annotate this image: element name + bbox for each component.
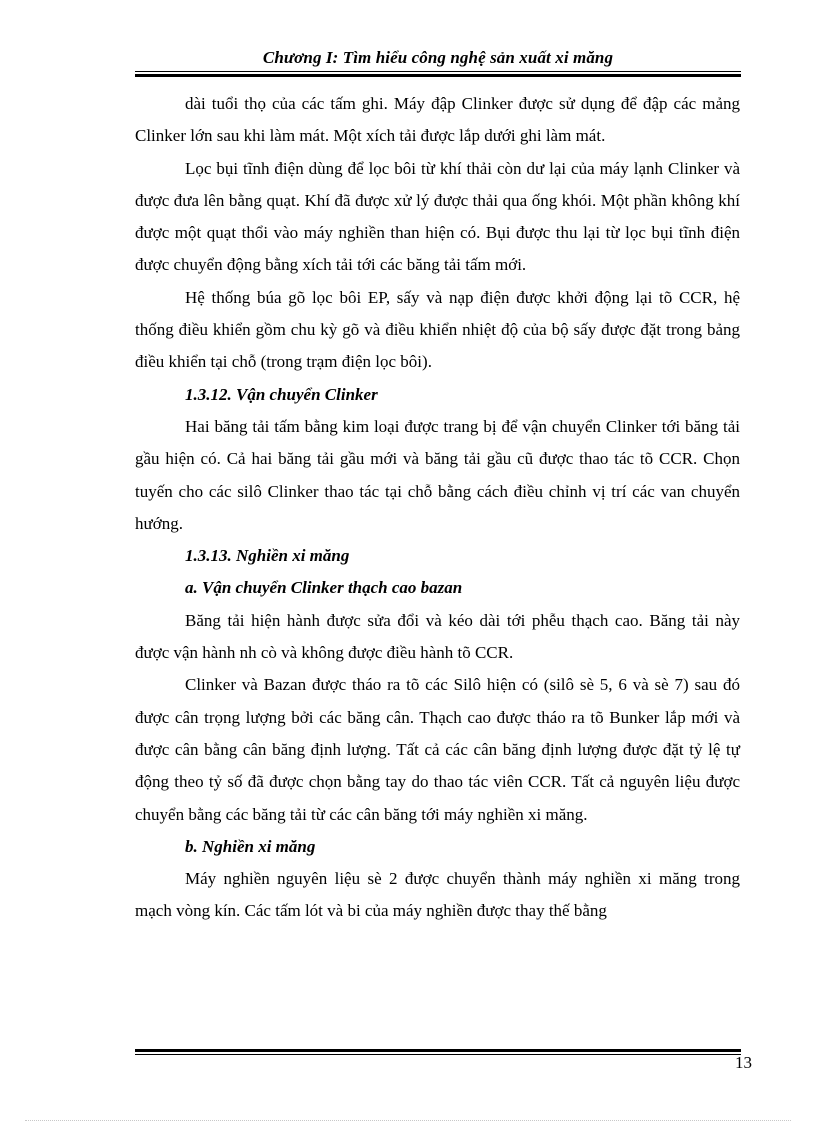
section-heading: 1.3.13. Nghiền xi măng xyxy=(185,546,350,566)
body-text xyxy=(135,88,740,928)
section-heading: 1.3.12. Vận chuyển Clinker xyxy=(185,384,378,404)
paragraph: Lọc bụi tĩnh điện dùng để lọc bôi từ khí thải còn dư lại của máy lạnh Clinker và được đưa lên bằng quạt. Khí đã được xử lý được thải qua ống khói. Một phần không khí được một quạt thổi vào máy nghiền than hiện có. Bụi được thu lại từ lọc bụi tĩnh điện được chuyển động bằng xích tải tới các băng tải tấm mới. xyxy=(135,158,740,275)
paragraph: dài tuổi thọ của các tấm ghi. Máy đập Clinker được sử dụng để đập các mảng Clinker lớn sau khi làm mát. Một xích tải được lắp dưới ghi làm mát. xyxy=(135,94,740,146)
header-rule-thick xyxy=(135,74,741,77)
paragraph: Băng tải hiện hành được sửa đổi và kéo dài tới phễu thạch cao. Băng tải này được vận hành nh cò và không được điều hành tõ CCR. xyxy=(135,610,740,663)
paragraph: Hai băng tải tấm bằng kim loại được trang bị để vận chuyển Clinker tới băng tải gầu hiện có. Cả hai băng tải gầu mới và băng tải gầu cũ được thao tác tõ CCR. Chọn tuyến cho các silô Clinker thao tác tại chỗ bằng cách điều chỉnh vị trí các van chuyển hướng. xyxy=(135,416,740,533)
footer-rule-thick xyxy=(135,1049,741,1052)
subsection-heading: a. Vận chuyển Clinker thạch cao bazan xyxy=(185,578,463,598)
paragraph: Hệ thống búa gõ lọc bôi EP, sấy và nạp điện được khởi động lại tõ CCR, hệ thống điều khiển gồm chu kỳ gõ và điều khiển nhiệt độ của bộ sấy được đặt trong bảng điều khiển tại chỗ (trong trạm điện lọc bôi). xyxy=(135,287,740,372)
footer-rule-thin xyxy=(135,1054,741,1055)
chapter-header-title: Chương I: Tìm hiểu công nghệ sản xuất xi măng xyxy=(262,48,614,67)
paragraph: Máy nghiền nguyên liệu sè 2 được chuyển thành máy nghiền xi măng trong mạch vòng kín. Các tấm lót và bi của máy nghiền được thay thế bằng xyxy=(135,869,740,921)
page-edge-divider xyxy=(25,1120,791,1121)
paragraph: Clinker và Bazan được tháo ra tõ các Silô hiện có (silô sè 5, 6 và sè 7) sau đó được cân trọng lượng bởi các băng cân. Thạch cao được tháo ra tõ Bunker lắp mới và được cân bằng cân băng định lượng. Tất cả các cân băng định lượng được đặt tỷ lệ tự động theo tỷ số đã được chọn bằng tay do thao tác viên CCR. Tất cả nguyên liệu được chuyển bằng các băng tải từ các cân băng tới máy nghiền xi măng. xyxy=(135,675,740,824)
page-number: 13 xyxy=(735,1053,752,1072)
subsection-heading: b. Nghiền xi măng xyxy=(185,836,316,856)
header-rule-thin xyxy=(135,71,741,72)
